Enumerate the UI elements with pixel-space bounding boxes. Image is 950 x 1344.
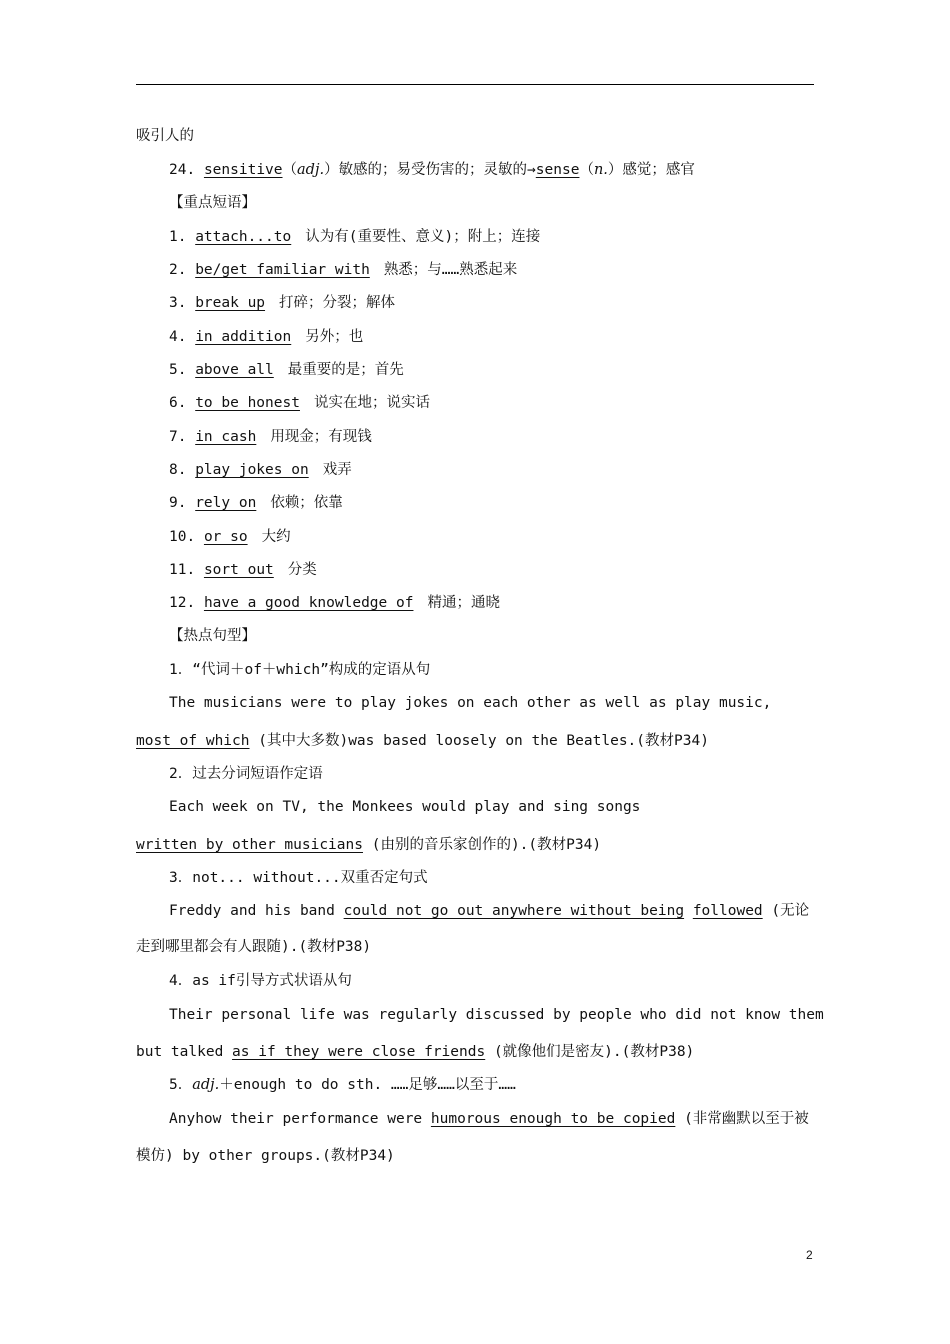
pattern-title: 1．“代词＋of＋which”构成的定语从句 <box>169 662 431 678</box>
phrase-item <box>169 493 343 513</box>
pattern-2-sentence-line2 <box>136 835 601 855</box>
phrase-item <box>169 460 352 480</box>
sentence-text: (无论 <box>771 903 810 919</box>
item-number: 6. <box>169 395 187 411</box>
pattern-5-sentence-line1 <box>169 1109 809 1129</box>
phrase-meaning: 分类 <box>287 562 317 578</box>
header-rule <box>136 84 814 85</box>
item-number: 5. <box>169 362 187 378</box>
sentence-text: (就像他们是密友).(教材P38) <box>493 1044 695 1060</box>
paren-open: （ <box>579 162 594 178</box>
phrase-meaning: 另外；也 <box>305 329 364 345</box>
item-number: 3. <box>169 295 187 311</box>
pattern-title: 2．过去分词短语作定语 <box>169 766 323 782</box>
sentence-text: 走到哪里都会有人跟随).(教材P38) <box>136 939 372 955</box>
sentence-text: (其中大多数)was based loosely on the Beatles.(教材P34) <box>258 733 709 749</box>
phrase-text: to be honest <box>195 395 300 411</box>
phrase-item <box>169 560 317 580</box>
pattern-2-sentence-line1 <box>169 797 640 817</box>
phrase-meaning: 认为有(重要性、意义)；附上；连接 <box>305 229 541 245</box>
item-number: 2. <box>169 262 187 278</box>
phrase-text: be/get familiar with <box>195 262 370 278</box>
phrases-heading <box>169 193 256 213</box>
vocab-definition: 敏感的；易受伤害的；灵敏的→ <box>338 162 536 178</box>
phrase-item <box>169 260 517 280</box>
item-number: 11. <box>169 562 196 578</box>
phrase-item <box>169 360 404 380</box>
sentence-text: Each week on TV, the Monkees would play and sing songs <box>169 799 641 815</box>
phrase-text: play jokes on <box>195 462 309 478</box>
phrase-text: or so <box>203 529 248 545</box>
phrase-meaning: 戏弄 <box>322 462 352 478</box>
answer-text: written by other musicians <box>136 837 363 853</box>
paren-close: ） <box>607 162 623 178</box>
section-heading: 【重点短语】 <box>169 195 256 211</box>
phrase-text: attach...to <box>195 229 292 245</box>
phrase-item <box>169 293 395 313</box>
phrase-text: have a good knowledge of <box>203 595 414 611</box>
pattern-4-sentence-line2 <box>136 1042 694 1062</box>
part-of-speech: adj. <box>192 1077 220 1093</box>
pattern-4-title <box>169 971 352 991</box>
answer-text: could not go out anywhere without being <box>343 903 685 919</box>
pattern-1-title <box>169 660 430 680</box>
vocab-derived-definition: 感觉；感官 <box>622 162 695 178</box>
phrase-meaning: 依赖；依靠 <box>270 495 343 511</box>
phrase-meaning: 最重要的是；首先 <box>287 362 404 378</box>
item-number: 12. <box>169 595 196 611</box>
pattern-number: 5． <box>169 1077 193 1093</box>
phrase-text: in cash <box>195 429 257 445</box>
pattern-3-title <box>169 868 428 888</box>
sentence-text: but talked <box>136 1044 224 1060</box>
pattern-3-sentence-line2 <box>136 937 371 957</box>
sentence-text: 模仿) by other groups.(教材P34) <box>136 1148 395 1164</box>
phrase-item <box>169 393 430 413</box>
pattern-2-title <box>169 764 323 784</box>
pattern-title: 3．not... without...双重否定句式 <box>169 870 428 886</box>
item-number: 9. <box>169 495 187 511</box>
vocab-item-24 <box>169 160 695 180</box>
phrase-text: in addition <box>195 329 292 345</box>
phrase-meaning: 打碎；分裂；解体 <box>279 295 396 311</box>
sentence-text: Freddy and his band <box>169 903 335 919</box>
phrase-text: rely on <box>195 495 257 511</box>
page-number: 2 <box>806 1248 813 1262</box>
sentence-text: (由别的音乐家创作的).(教材P34) <box>371 837 602 853</box>
phrase-meaning: 大约 <box>261 529 291 545</box>
phrase-item <box>169 327 363 347</box>
part-of-speech: adj. <box>297 162 325 178</box>
phrase-text: above all <box>195 362 274 378</box>
phrase-item <box>169 593 500 613</box>
pattern-1-sentence-line1 <box>169 693 771 713</box>
item-number: 7. <box>169 429 187 445</box>
pattern-5-title <box>169 1075 516 1095</box>
item-number: 24. <box>169 162 196 178</box>
part-of-speech: n. <box>593 162 608 178</box>
sentence-text: The musicians were to play jokes on each other as well as play music, <box>169 695 772 711</box>
sentence-text: (非常幽默以至于被 <box>684 1111 809 1127</box>
phrase-item <box>169 427 372 447</box>
patterns-heading <box>169 626 256 646</box>
item-number: 8. <box>169 462 187 478</box>
item-number: 1. <box>169 229 187 245</box>
pattern-title: ＋enough to do sth. ……足够……以至于…… <box>219 1077 516 1093</box>
pattern-title: 4．as if引导方式状语从句 <box>169 973 352 989</box>
phrase-meaning: 精通；通晓 <box>427 595 500 611</box>
answer-text: most of which <box>136 733 250 749</box>
vocab-continuation <box>136 126 194 146</box>
vocab-derived-word: sense <box>535 162 580 178</box>
sentence-text: Their personal life was regularly discussed by people who did not know them <box>169 1007 824 1023</box>
phrase-item <box>169 527 291 547</box>
pattern-4-sentence-line1 <box>169 1005 824 1025</box>
phrase-text: sort out <box>203 562 274 578</box>
section-heading: 【热点句型】 <box>169 628 256 644</box>
phrase-item <box>169 227 540 247</box>
pattern-1-sentence-line2 <box>136 731 709 751</box>
phrase-meaning: 熟悉；与……熟悉起来 <box>383 262 518 278</box>
pattern-5-sentence-line2 <box>136 1146 395 1166</box>
continuation-text: 吸引人的 <box>136 128 194 144</box>
answer-text: humorous enough to be copied <box>430 1111 676 1127</box>
pattern-3-sentence-line1 <box>169 901 809 921</box>
item-number: 4. <box>169 329 187 345</box>
phrase-text: break up <box>195 295 266 311</box>
vocab-word: sensitive <box>203 162 283 178</box>
paren-close: ） <box>324 162 339 178</box>
item-number: 10. <box>169 529 196 545</box>
answer-text: followed <box>692 903 763 919</box>
answer-text: as if they were close friends <box>232 1044 486 1060</box>
phrase-meaning: 说实在地；说实话 <box>313 395 430 411</box>
phrase-meaning: 用现金；有现钱 <box>270 429 372 445</box>
sentence-text: Anyhow their performance were <box>169 1111 423 1127</box>
paren-open: （ <box>282 162 298 178</box>
